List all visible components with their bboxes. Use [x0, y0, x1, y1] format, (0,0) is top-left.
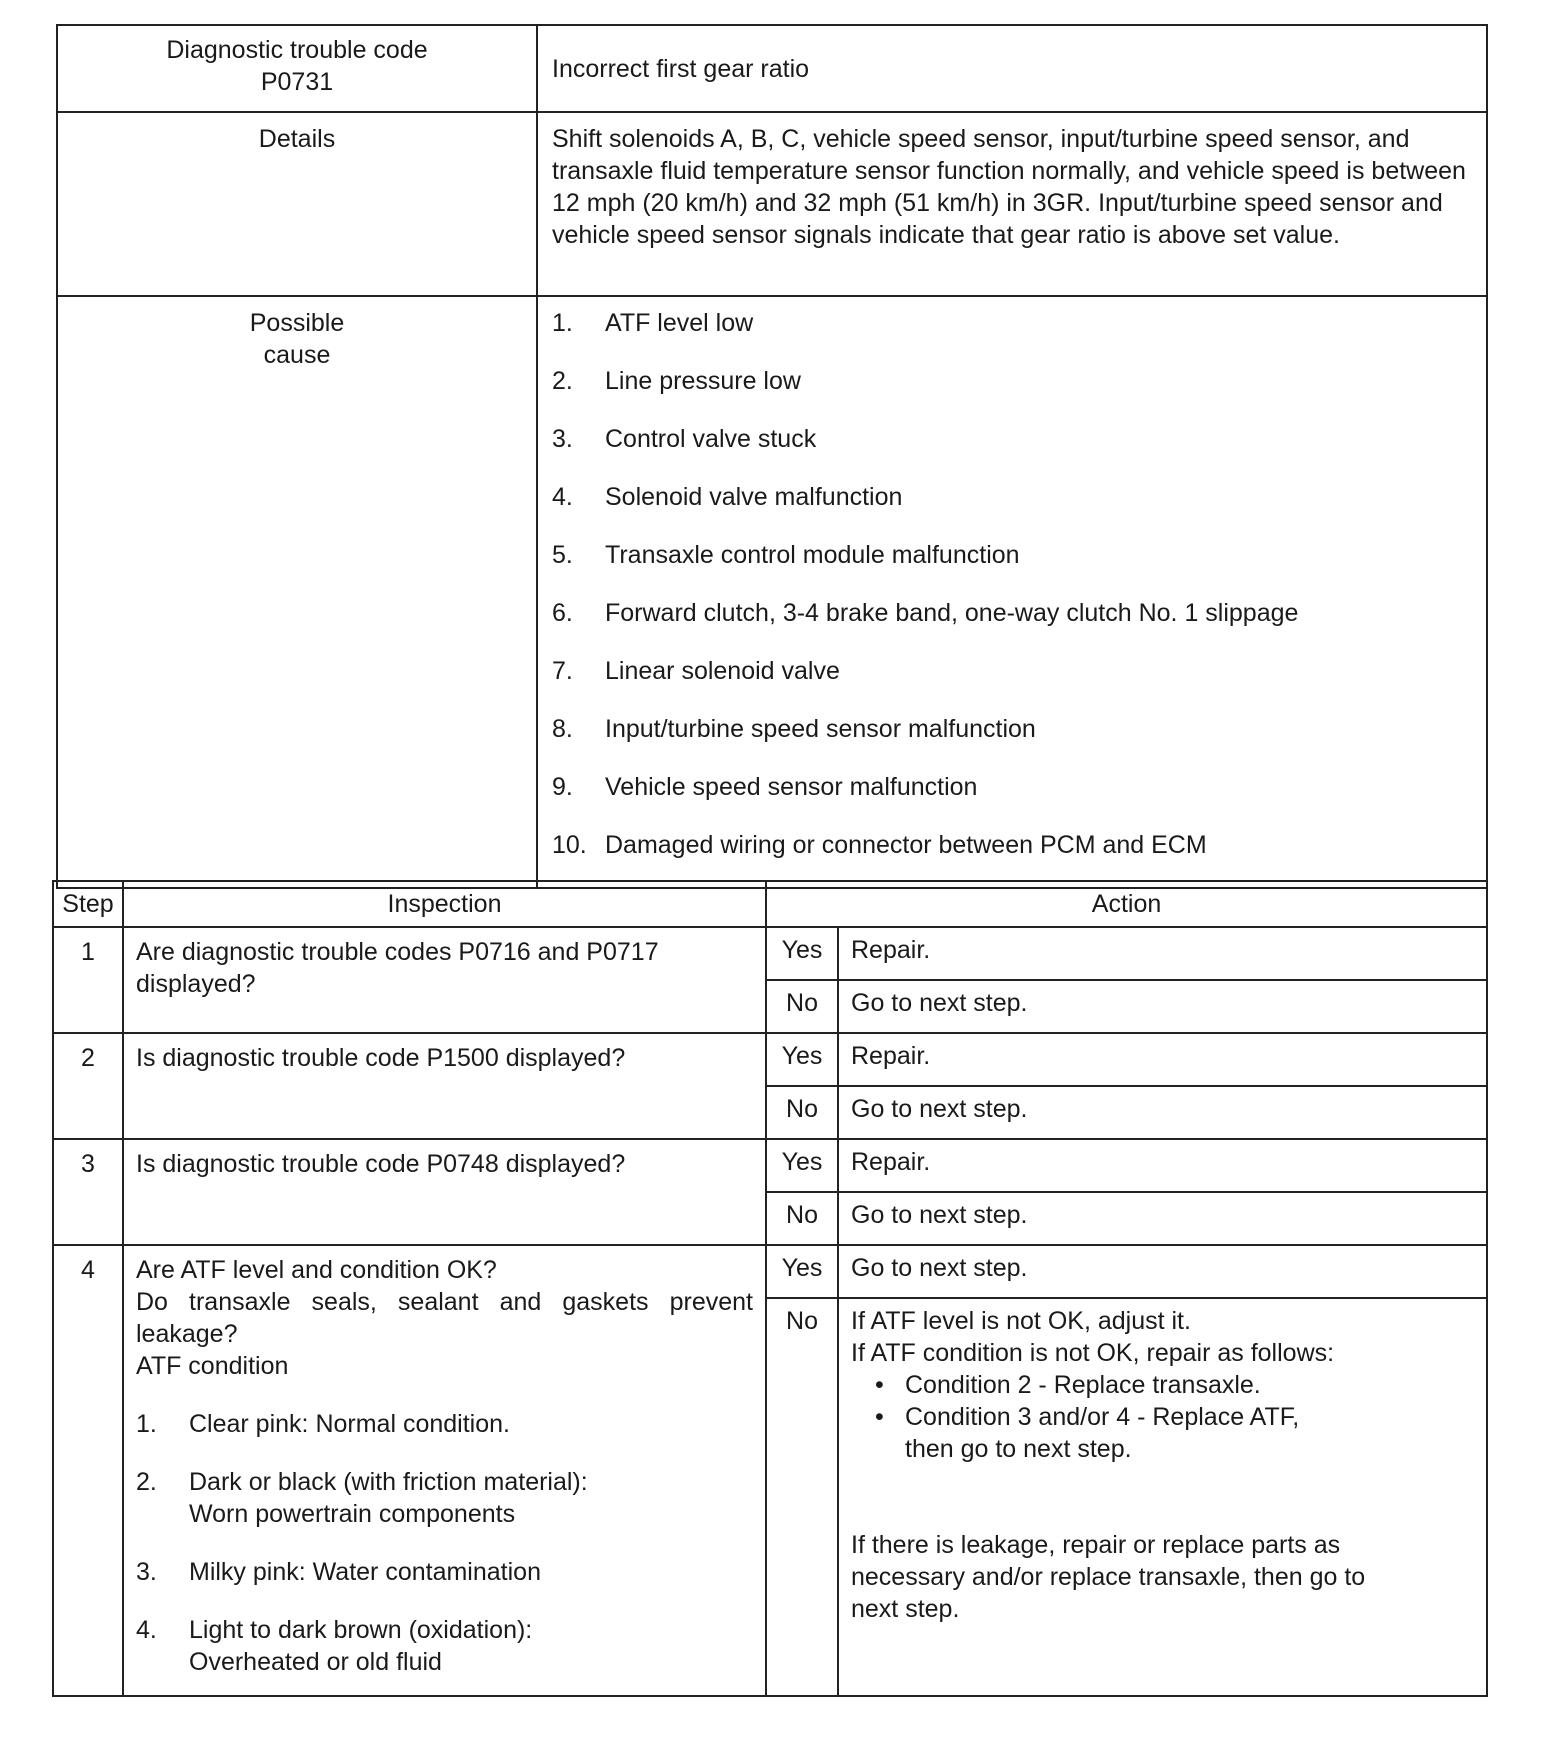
cause-item — [552, 597, 1472, 655]
step-inspection: Are diagnostic trouble codes P0716 and P0717 displayed? — [123, 927, 766, 1033]
bullet-text — [905, 1401, 1299, 1465]
cause-text: Line pressure low — [605, 367, 801, 395]
condition-number: 2. — [136, 1468, 157, 1496]
condition-number: 4. — [136, 1616, 157, 1644]
condition-line: Clear pink: Normal condition. — [189, 1410, 510, 1438]
possible-cause-list-cell — [537, 296, 1487, 888]
cause-text: Transaxle control module malfunction — [605, 541, 1020, 569]
condition-text — [189, 1466, 588, 1530]
cause-number: 8. — [552, 715, 573, 743]
leakage-action: If there is leakage, repair or replace parts as necessary and/or replace transaxle, then go to next step. — [851, 1531, 1366, 1623]
condition-item — [136, 1408, 753, 1440]
yes-action: Repair. — [838, 1139, 1487, 1192]
details-row — [57, 112, 1487, 296]
no-action: Go to next step. — [838, 1192, 1487, 1245]
dtc-description: Incorrect first gear ratio — [552, 54, 810, 83]
step-row-yes — [53, 1139, 1487, 1192]
condition-number: 3. — [136, 1558, 157, 1586]
cause-item — [552, 771, 1472, 829]
cause-number: 6. — [552, 599, 573, 627]
possible-cause-list — [552, 307, 1472, 887]
step-column-header: Step — [53, 881, 123, 927]
cause-text: Control valve stuck — [605, 425, 817, 453]
cause-text: Vehicle speed sensor malfunction — [605, 773, 978, 801]
dtc-code-label-cell — [57, 25, 537, 112]
no-label: No — [766, 980, 838, 1033]
no-label: No — [766, 1192, 838, 1245]
yes-action: Repair. — [838, 927, 1487, 980]
cause-item — [552, 307, 1472, 365]
step-inspection: Is diagnostic trouble code P1500 displayed? — [123, 1033, 766, 1139]
dtc-code-label: Diagnostic trouble code — [166, 36, 428, 64]
details-text: Shift solenoids A, B, C, vehicle speed sensor, input/turbine speed sensor, and transaxle fluid temperature sensor function normally, and vehicle speed is between 12 mph (20 km/h) and 32 mph (51 km/h) in 3GR. Input/turbine speed sensor and vehicle speed sensor signals indicate that gear ratio is above set value. — [552, 125, 1466, 249]
step-number: 4 — [53, 1245, 123, 1696]
atf-condition-list — [136, 1408, 753, 1678]
condition-item — [136, 1556, 753, 1588]
cause-item — [552, 539, 1472, 597]
repair-bullet-item — [875, 1401, 1474, 1465]
no-action: Go to next step. — [838, 1086, 1487, 1139]
cause-item — [552, 365, 1472, 423]
cause-item — [552, 423, 1472, 481]
cause-text: Damaged wiring or connector between PCM and ECM — [605, 831, 1207, 859]
condition-text — [189, 1614, 532, 1678]
step-number: 1 — [53, 927, 123, 1033]
no-action — [838, 1298, 1487, 1696]
details-label-cell — [57, 112, 537, 296]
cause-item — [552, 481, 1472, 539]
step4-question-1: Are ATF level and condition OK? — [136, 1256, 497, 1284]
cause-number: 3. — [552, 425, 573, 453]
possible-cause-label-line2: cause — [263, 341, 331, 369]
cause-item — [552, 655, 1472, 713]
atf-condition-title: ATF condition — [136, 1352, 289, 1380]
repair-bullet-item — [875, 1369, 1474, 1401]
condition-line: Dark or black (with friction material): — [189, 1468, 588, 1496]
condition-line: Milky pink: Water contamination — [189, 1558, 541, 1586]
cause-number: 9. — [552, 773, 573, 801]
cause-text: Linear solenoid valve — [605, 657, 840, 685]
details-label: Details — [258, 125, 336, 153]
yes-label: Yes — [766, 1139, 838, 1192]
condition-item — [136, 1614, 753, 1678]
details-text-cell — [537, 112, 1487, 296]
step-inspection — [123, 1245, 766, 1696]
step4-question-2: Do transaxle seals, sealant and gaskets prevent leakage? — [136, 1288, 753, 1348]
yes-action: Go to next step. — [838, 1245, 1487, 1298]
condition-line: Light to dark brown (oxidation): — [189, 1616, 533, 1644]
step-number: 2 — [53, 1033, 123, 1139]
cause-number: 1. — [552, 309, 573, 337]
step-inspection: Is diagnostic trouble code P0748 displayed? — [123, 1139, 766, 1245]
possible-cause-row — [57, 296, 1487, 888]
inspection-steps-table — [52, 880, 1488, 1697]
yes-label: Yes — [766, 1245, 838, 1298]
cause-text: Forward clutch, 3-4 brake band, one-way clutch No. 1 slippage — [605, 599, 1299, 627]
dtc-description-cell — [537, 25, 1487, 112]
dtc-info-table — [56, 24, 1488, 889]
step-number: 3 — [53, 1139, 123, 1245]
possible-cause-label-line1: Possible — [249, 309, 345, 337]
cause-number: 4. — [552, 483, 573, 511]
condition-number: 1. — [136, 1410, 157, 1438]
cause-text: ATF level low — [605, 309, 754, 337]
no-label: No — [766, 1086, 838, 1139]
bullet-line: then go to next step. — [905, 1435, 1132, 1463]
step-row-yes — [53, 1033, 1487, 1086]
cause-number: 5. — [552, 541, 573, 569]
condition-text — [189, 1556, 541, 1588]
no-label: No — [766, 1298, 838, 1696]
bullet-icon: • — [875, 1371, 884, 1399]
cause-number: 10. — [552, 831, 587, 859]
condition-line: Worn powertrain components — [189, 1500, 516, 1528]
bullet-icon: • — [875, 1403, 884, 1431]
cause-text: Solenoid valve malfunction — [605, 483, 903, 511]
yes-label: Yes — [766, 1033, 838, 1086]
step-row-yes — [53, 1245, 1487, 1298]
yes-action: Repair. — [838, 1033, 1487, 1086]
possible-cause-label-cell — [57, 296, 537, 888]
atf-condition-action: If ATF condition is not OK, repair as follows: — [851, 1339, 1335, 1367]
step-row-yes — [53, 927, 1487, 980]
condition-line: Overheated or old fluid — [189, 1648, 442, 1676]
cause-number: 7. — [552, 657, 573, 685]
cause-number: 2. — [552, 367, 573, 395]
bullet-line: Condition 3 and/or 4 - Replace ATF, — [905, 1403, 1300, 1431]
repair-bullet-list — [851, 1369, 1474, 1465]
inspection-column-header: Inspection — [123, 881, 766, 927]
action-column-header: Action — [766, 881, 1487, 927]
condition-item — [136, 1466, 753, 1530]
cause-text: Input/turbine speed sensor malfunction — [605, 715, 1036, 743]
cause-item — [552, 829, 1472, 887]
no-action: Go to next step. — [838, 980, 1487, 1033]
steps-header-row — [53, 881, 1487, 927]
cause-item — [552, 713, 1472, 771]
dtc-code-value: P0731 — [260, 68, 334, 96]
condition-text — [189, 1408, 510, 1440]
bullet-text: Condition 2 - Replace transaxle. — [905, 1371, 1261, 1399]
yes-label: Yes — [766, 927, 838, 980]
dtc-code-row — [57, 25, 1487, 112]
atf-level-action: If ATF level is not OK, adjust it. — [851, 1307, 1191, 1335]
